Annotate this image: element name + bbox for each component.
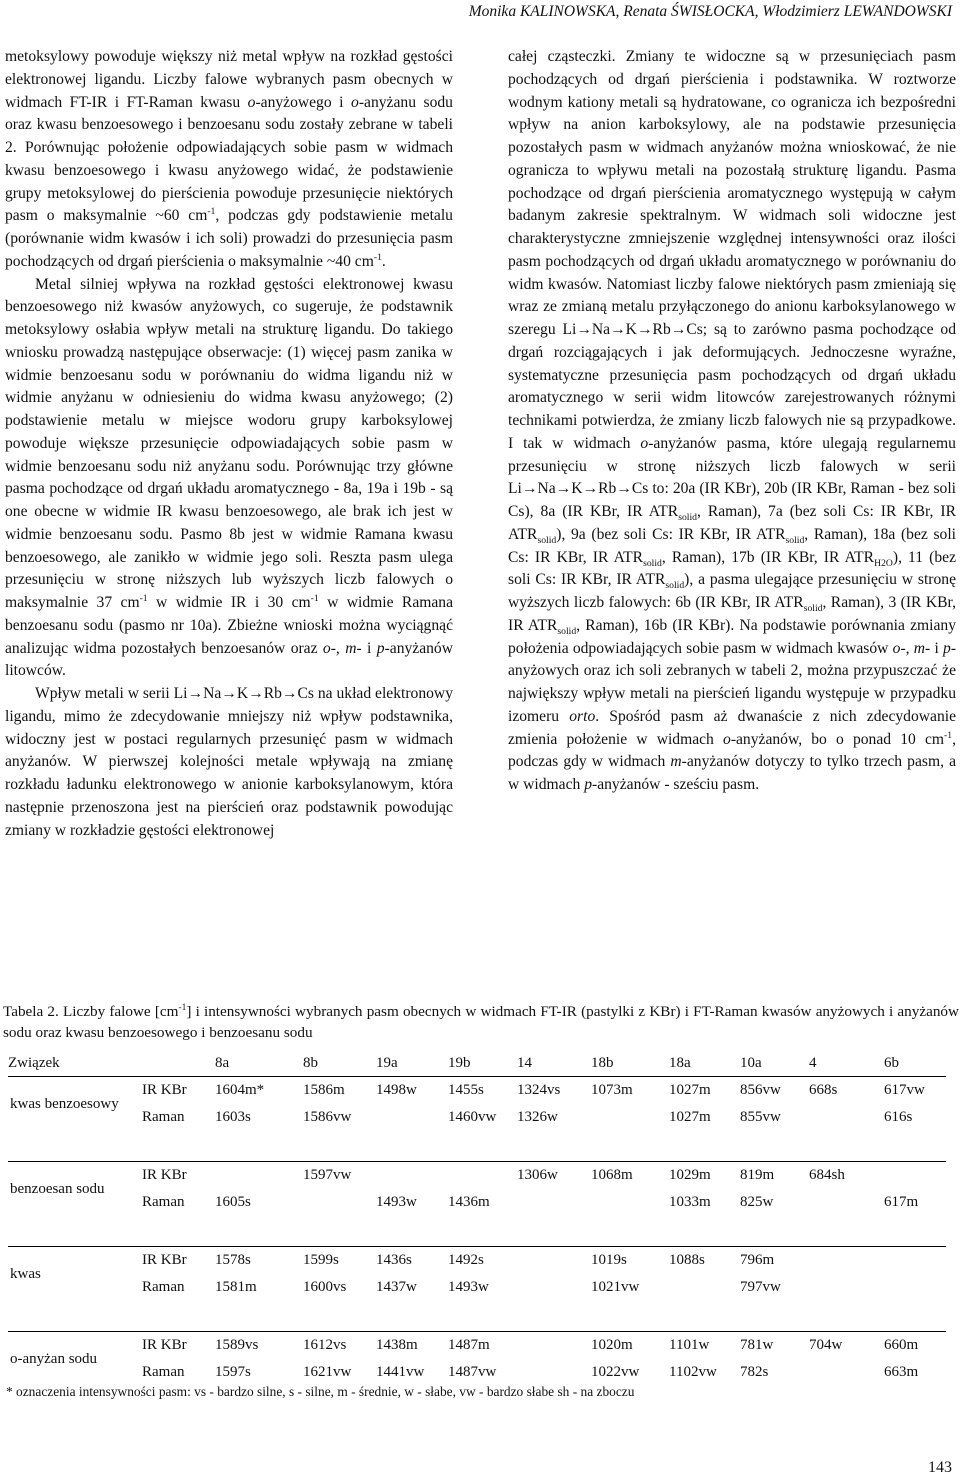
header-band: 6b [884,1050,946,1077]
band-value-cell: 1493w [376,1194,417,1210]
table-header-row [8,1050,946,1077]
band-value-cell [809,1359,884,1386]
right-paragraph-1: całej cząsteczki. Zmiany te widoczne są w przesunięciach pasm pochodzących od drgań pierścienia i podstawnika. W roztworze wodnym kationy metali są hydratowane, co ogranicza ich bezpośredni wpływ na anion karboksylowy, ale na podstawie przesunięcia pozostałych pasm w widmach anyżanów można wnioskować, że nie ogranicza to wpływu metali na pozostałą strukturę ligandu. Pasma pochodzące od drgań pierścienia aromatycznego występują w całym badanym zakresie spektralnym. W widmach soli widoczne jest charakterystyczne zmniejszenie względnej intensywności oraz ilości pasm pochodzących od drgań układu aromatycznego w porównaniu do widm kwasów. Natomiast liczby falowe niektórych pasm zmieniają się wraz ze zmianą metalu przyłączonego do anionu karboksylanowego w szeregu Li→Na→K→Rb→Cs; są to zarówno pasma pochodzące od drgań rozciągających i jak deformujących. Jednoczesne wyraźne, systematyczne przesunięcia pasm pochodzących od drgań układu aromatycznego w serii widm litowców zarejestrowanych różnymi technikami potwierdza, że zmiany liczb falowych nie są przypadkowe. I tak w widmach o-anyżanów pasma, które ulegają regularnemu przesunięciu w stronę niższych liczb falowych w serii Li→Na→K→Rb→Cs to: 20a (IR KBr), 20b (IR KBr, Raman - bez soli Cs), 8a (IR KBr, IR $ATR_{solid}$, Raman), 7a (bez soli Cs: IR KBr, IR $ATR_{solid}$), 9a (bez soli Cs: IR KBr, IR $ATR_{solid}$, Raman), 18a (bez soli Cs: IR KBr, IR $ATR_{solid}$, Raman), 17b (IR KBr, IR $ATR_{H2O}$), 11 (bez soli Cs: IR KBr, IR $ATR_{solid}$), a pasma ulegające przesunięciu w stronę wyższych liczb falowych: 6b (IR KBr, IR $ATR_{solid}$, Raman), 3 (IR KBr, IR $ATR_{solid}$, Raman), 16b (IR KBr). Na podstawie porównania zmiany położenia odpowiadających sobie pasm w widmach kwasów o-, m- i p-anyżowych oraz ich soli zebranych w tabeli 2, można przypuszczać że największy wpływ metali na pierścień ligandu występuje w przypadku izomeru orto. Spośród pasm aż dwanaście z nich zdecydowanie zmienia położenie w widmach o-anyżanów, bo o ponad 10 $cm^{-1}$, podczas gdy w widmach m-anyżanów dotyczy to tylko trzech pasm, a w widmach p-anyżanów - sześciu pasm. [508,48,957,793]
band-value-cell: 1020m [591,1332,669,1360]
band-value-cell [591,1104,669,1131]
left-column [5,46,453,842]
table-spacer [8,1301,946,1332]
band-value-cell: 1581m [215,1279,257,1295]
band-value-cell: 796m [740,1247,809,1275]
band-value-cell [809,1189,884,1216]
band-value-cell: 1068m [591,1162,669,1190]
band-value-cell: 1019s [591,1247,669,1275]
band-value-cell [376,1104,448,1131]
header-band: 14 [517,1050,591,1077]
band-value-cell: 1306w [517,1162,591,1190]
table-row [8,1077,946,1105]
band-value-cell: 1597vw [303,1162,376,1190]
technique-label: Raman [142,1109,185,1125]
band-value-cell: 1022vw [591,1364,640,1380]
compound-name: o-anyżan sodu [8,1332,142,1387]
band-value-cell: 797vw [740,1279,781,1295]
band-value-cell: 663m [884,1364,919,1380]
band-value-cell: 1605s [215,1194,251,1210]
band-value-cell [517,1247,591,1275]
band-value-cell: 1599s [303,1247,376,1275]
band-value-cell: 1326w [517,1109,558,1125]
left-paragraph-2: Metal silniej wpływa na rozkład gęstości elektronowej kwasu benzoesowego niż kwasów anyżowych, co sugeruje, że podstawnik metoksylowy osłabia wpływ metali na strukturę ligandu. Do takiego wniosku prowadzą następujące obserwacje: (1) więcej pasm zanika w widmie benzoesanu sodu w porównaniu do widma ligandu niż w widmie anyżanu w odniesieniu do widma kwasu anyżowego; (2) podstawienie metalu w miejsce wodoru grupy karboksylowej powoduje większe przesunięcie odpowiadających sobie pasm w widmie benzoesanu sodu niż anyżanu sodu. Porównując trzy główne pasma pochodzące od drgań układu aromatycznego - 8a, 19a i 19b - są one obecne w widmie IR kwasu benzoesowego, ale brak ich jest w widmie benzoesanu sodu. Pasmo 8b jest w widmie Ramana kwasu benzoesowego, ale zanikło w widmie jego soli. Reszta pasm ulega przesunięciu w stronę niższych lub wyższych liczb falowych o maksymalnie 37 $cm^{-1}$ w widmie IR i 30 $cm^{-1}$ w widmie Ramana benzoesanu sodu (pasmo nr 10a). Zbieżne wnioski można wyciągnąć analizując widma pozostałych benzoesanów oraz o-, m- i p-anyżanów litowców. [5,275,454,680]
technique-label: Raman [142,1194,185,1210]
band-value-cell: 1492s [448,1247,517,1275]
band-value-cell: 1027m [669,1077,740,1105]
technique-label: IR KBr [142,1162,215,1190]
header-band: 19a [376,1050,448,1077]
table-row [8,1359,946,1386]
band-value-cell [517,1332,591,1360]
header-band: 4 [809,1050,884,1077]
page-number: 143 [928,1459,952,1476]
left-paragraph-1: metoksylowy powoduje większy niż metal wpływ na rozkład gęstości elektronowej ligandu. Liczby falowe wybranych pasm obecnych w widmach FT-IR i FT-Raman kwasu o-anyżowego i o-anyżanu sodu oraz kwasu benzoesowego i benzoesanu sodu zostały zebrane w tabeli 2. Porównując położenie odpowiadających sobie pasm w widmach kwasu benzoesowego i kwasu anyżowego widać, że podstawienie grupy metoksylowej do pierścienia powoduje przesunięcie niektórych pasm o maksymalnie ~60 $cm^{-1}$, podczas gdy podstawienie metalu (porównanie widm kwasów i ich soli) prowadzi do przesunięcia pasm pochodzących od drgań pierścienia o maksymalnie ~40 $cm^{-1}$. [5,48,453,270]
left-paragraph-3: Wpływ metali w serii Li→Na→K→Rb→Cs na układ elektronowy ligandu, mimo że zdecydowanie mniejszy niż wpływ podstawnika, widoczny jest w postaci regularnych przesunięć pasm w widmach anyżanów. W pierwszej kolejności metale wpływają na zmianę rozkładu ładunku elektronowego w anionie karboksylanowym, która następnie przenoszona jest na pierścień oraz podstawnik powodując zmiany w rozkładzie gęstości elektronowej [5,685,453,839]
band-value-cell [884,1274,946,1301]
table-row [8,1104,946,1131]
band-value-cell [517,1359,591,1386]
band-value-cell [303,1189,376,1216]
band-value-cell: 1101w [669,1332,740,1360]
band-value-cell: 1073m [591,1077,669,1105]
table-footnote: * oznaczenia intensywności pasm: vs - bardzo silne, s - silne, m - średnie, w - słabe, vw - bardzo słabe sh - na zboczu [6,1384,635,1399]
technique-label: Raman [142,1279,185,1295]
band-value-cell [591,1189,669,1216]
table-caption: Tabela 2. Liczby falowe $[cm^{-1}]$ i intensywności wybranych pasm obecnych w widmach FT-IR (pastylki z KBr) i FT-Raman kwasów anyżowych i anyżanów sodu oraz kwasu benzoesowego i benzoesanu sodu [3,1002,959,1041]
band-value-cell: 819m [740,1162,809,1190]
band-value-cell: 1437w [376,1279,417,1295]
band-value-cell: 1603s [215,1109,251,1125]
band-value-cell: 1102vw [669,1364,717,1380]
band-value-cell: 660m [884,1332,946,1360]
band-value-cell: 1021vw [591,1279,640,1295]
band-value-cell: 1589vs [215,1332,303,1360]
band-value-cell: 684sh [809,1162,884,1190]
band-value-cell: 782s [740,1364,769,1380]
band-value-cell: 617m [884,1194,919,1210]
header-compound: Związek [8,1050,215,1077]
band-value-cell: 1604m* [215,1077,303,1105]
band-value-cell [517,1274,591,1301]
header-band: 8a [215,1050,303,1077]
compound-name: kwas benzoesowy [8,1077,142,1132]
band-value-cell: 1612vs [303,1332,376,1360]
table-row [8,1162,946,1190]
technique-label: IR KBr [142,1332,215,1360]
band-value-cell [884,1162,946,1190]
band-value-cell: 855vw [740,1109,781,1125]
band-value-cell: 1487m [448,1332,517,1360]
table-spacer [8,1131,946,1162]
band-value-cell: 856vw [740,1077,809,1105]
band-value-cell: 1586vw [303,1109,352,1125]
compound-name: kwas [8,1247,142,1302]
band-value-cell: 1493w [448,1279,489,1295]
running-header: Monika KALINOWSKA, Renata ŚWISŁOCKA, Włodzimierz LEWANDOWSKI [468,3,952,20]
technique-label: Raman [142,1364,185,1380]
band-value-cell: 1441vw [376,1364,425,1380]
band-value-cell [809,1274,884,1301]
band-value-cell: 1436s [376,1247,448,1275]
band-value-cell: 704w [809,1332,884,1360]
band-value-cell: 825w [740,1194,774,1210]
band-table [8,1050,946,1386]
table-body [8,1077,946,1387]
table-row [8,1274,946,1301]
band-value-cell [884,1247,946,1275]
band-value-cell: 1033m [669,1194,711,1210]
band-value-cell: 1597s [215,1364,251,1380]
band-value-cell: 1621vw [303,1364,352,1380]
band-value-cell: 781w [740,1332,809,1360]
band-value-cell [215,1162,303,1190]
band-value-cell: 1498w [376,1077,448,1105]
table-spacer [8,1216,946,1247]
header-band: 8b [303,1050,376,1077]
band-value-cell: 1029m [669,1162,740,1190]
band-value-cell [669,1274,740,1301]
band-value-cell: 1027m [669,1109,711,1125]
table-row [8,1247,946,1275]
table-row [8,1332,946,1360]
band-value-cell [517,1189,591,1216]
header-band: 10a [740,1050,809,1077]
band-value-cell [448,1162,517,1190]
band-value-cell: 1586m [303,1077,376,1105]
band-value-cell [809,1247,884,1275]
band-value-cell: 1487vw [448,1364,497,1380]
band-value-cell: 1324vs [517,1077,591,1105]
band-value-cell: 616s [884,1109,913,1125]
header-band: 18b [591,1050,669,1077]
band-value-cell: 617vw [884,1077,946,1105]
band-value-cell: 1460vw [448,1109,497,1125]
technique-label: IR KBr [142,1077,215,1105]
band-value-cell: 1578s [215,1247,303,1275]
band-value-cell [809,1104,884,1131]
band-value-cell: 1438m [376,1332,448,1360]
technique-label: IR KBr [142,1247,215,1275]
band-value-cell: 1436m [448,1194,490,1210]
band-value-cell: 1455s [448,1077,517,1105]
band-value-cell: 1600vs [303,1279,347,1295]
compound-name: benzoesan sodu [8,1162,142,1217]
band-value-cell: 1088s [669,1247,740,1275]
band-value-cell: 668s [809,1077,884,1105]
table-row [8,1189,946,1216]
header-band: 18a [669,1050,740,1077]
header-band: 19b [448,1050,517,1077]
right-column [508,46,956,797]
band-value-cell [376,1162,448,1190]
